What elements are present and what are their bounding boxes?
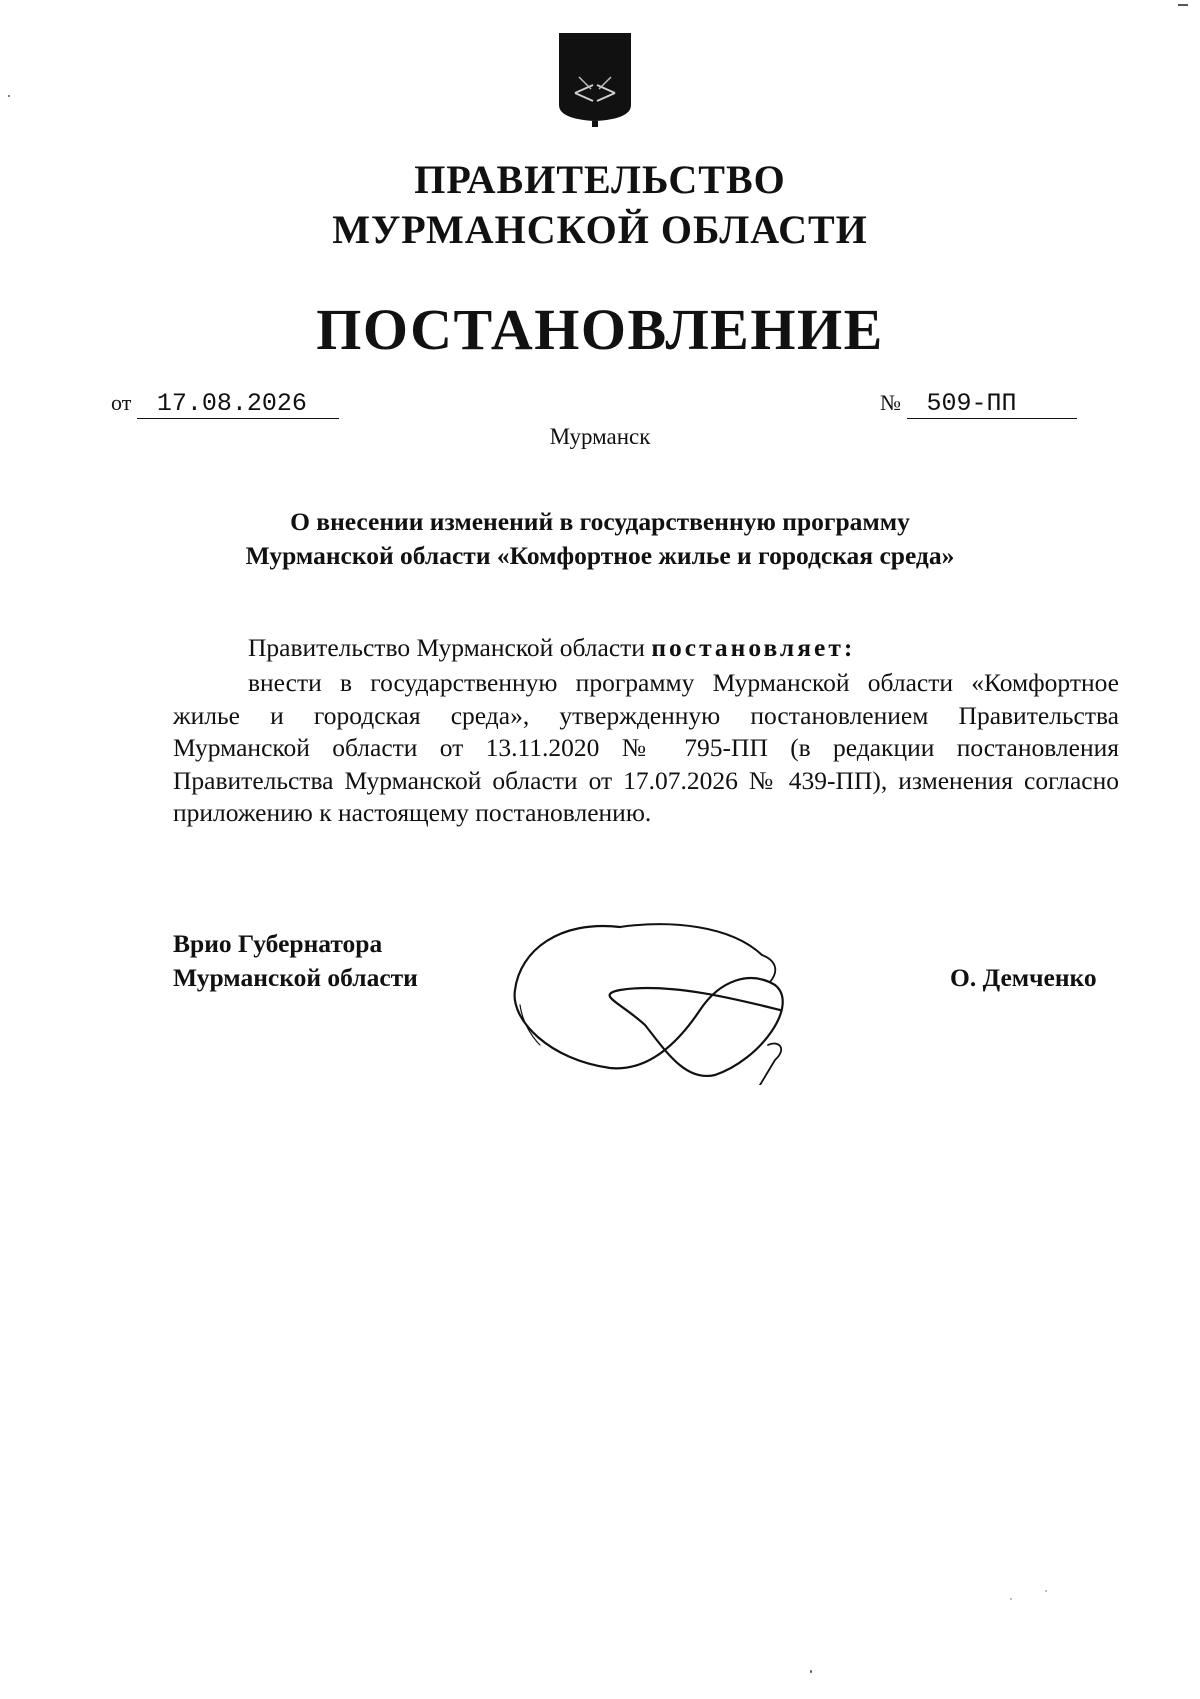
number-row — [880, 388, 1077, 419]
position-line1: Врио Губернатора — [173, 929, 383, 958]
intro-text: Правительство Мурманской области — [248, 633, 645, 662]
city: Мурманск — [549, 424, 651, 449]
date-row — [111, 388, 339, 419]
government-title-line2: МУРМАНСКОЙ ОБЛАСТИ — [332, 207, 868, 252]
position-line2: Мурманской области — [173, 963, 418, 992]
coat-of-arms-icon — [555, 29, 635, 131]
signatory-name: О. Демченко — [950, 963, 1097, 992]
signatory-position — [173, 927, 418, 995]
decree-word: постановляет: — [651, 633, 856, 662]
scan-speck — [1010, 1598, 1012, 1600]
document-date: 17.08.2026 — [137, 390, 339, 419]
intro-paragraph — [173, 632, 1119, 665]
scan-speck — [8, 95, 10, 97]
subject-line2: Мурманской области «Комфортное жилье и городская среда» — [245, 541, 955, 570]
document-number: 509-ПП — [907, 390, 1077, 419]
scan-speck — [810, 1670, 812, 1673]
document-type: ПОСТАНОВЛЕНИЕ — [316, 297, 884, 362]
government-title-line1: ПРАВИТЕЛЬСТВО — [414, 157, 786, 202]
subject-line1: О внесении изменений в государственную программу — [290, 507, 910, 536]
number-prefix: № — [880, 390, 901, 415]
handwritten-signature — [500, 910, 860, 1085]
date-prefix: от — [111, 390, 132, 415]
scan-speck — [1178, 4, 1188, 6]
scan-speck — [1045, 1590, 1047, 1592]
decree-text: внести в государственную программу Мурманской области «Комфортное жилье и городская среда», утвержденную постановлением Правительства Мурманской области от 13.11.2020 № 795-ПП (в редакции постановления Правительства Мурманской области от 17.07.2026 № 439-ПП), изменения согласно приложению к настоящему постановлению. — [173, 668, 1119, 827]
